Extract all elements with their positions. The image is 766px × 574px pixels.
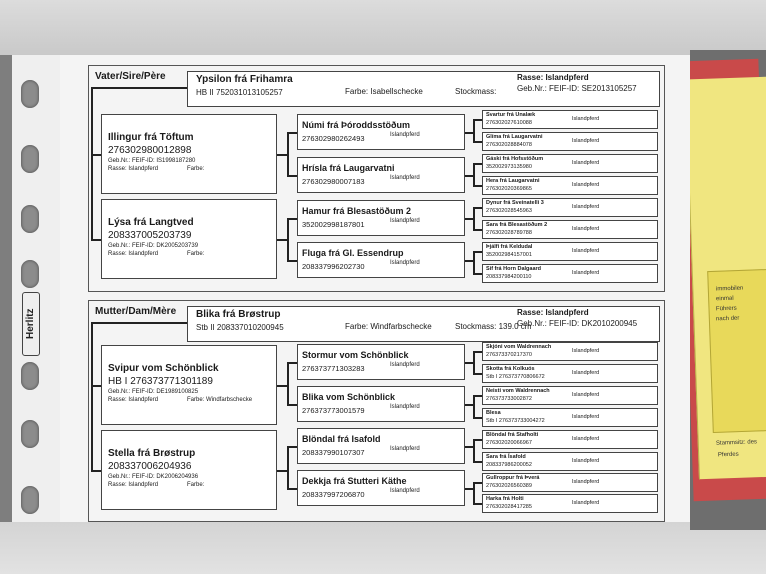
sire-breed: Rasse: Islandpferd (517, 73, 589, 82)
connector-line (465, 488, 473, 490)
great-grandparent-name: Gáski frá Hofsstöðum (486, 156, 544, 162)
connector-line (277, 385, 287, 387)
connector-line (287, 132, 289, 177)
connector-line (287, 175, 297, 177)
parent-color: Farbe: Windfarbschecke (187, 397, 253, 403)
grandparent-breed: Islandpferd (390, 488, 420, 494)
connector-line (277, 470, 287, 472)
connector-line (287, 446, 297, 448)
connector-line (473, 373, 482, 375)
parent-breed: Rasse: Islandpferd (108, 251, 159, 257)
connector-line (465, 132, 473, 134)
great-grandparent-id: 276302028884078 (486, 142, 532, 148)
dam-name: Blika frá Brøstrup (196, 309, 281, 320)
parent-name: Illingur frá Töftum (108, 132, 194, 143)
connector-line (91, 87, 93, 239)
parent-color: Farbe: (187, 482, 205, 488)
great-grandparent-name: Sara frá Blesastöðum 2 (486, 222, 548, 228)
great-grandparent-id: 352002984157001 (486, 252, 532, 258)
great-grandparent-breed: Islandpferd (572, 414, 600, 420)
connector-line (91, 154, 101, 156)
binder-hole (21, 420, 39, 448)
sire-feif-id: Geb.Nr.: FEIF-ID: SE2013105257 (517, 84, 637, 93)
connector-line (473, 185, 482, 187)
binder-hole (21, 145, 39, 173)
great-grandparent-name: Neisti vom Waldrennach (486, 388, 550, 394)
connector-line (277, 154, 287, 156)
connector-line (473, 229, 482, 231)
connector-line (465, 446, 473, 448)
parent-name: Stella frá Brøstrup (108, 448, 196, 459)
parent-id: 208337006204936 (108, 461, 192, 472)
grandparent-name: Hrísla frá Laugarvatni (302, 163, 395, 173)
grandparent-breed: Islandpferd (390, 175, 420, 181)
connector-line (465, 260, 473, 262)
grandparent-name: Stormur vom Schönblick (302, 350, 409, 360)
grandparent-id: 276373771303283 (302, 364, 365, 373)
great-grandparent-breed: Islandpferd (572, 370, 600, 376)
great-grandparent-breed: Islandpferd (572, 479, 600, 485)
great-grandparent-id: 276373370217370 (486, 352, 532, 358)
great-grandparent-name: Dynur frá Sveinatelli 3 (486, 200, 544, 206)
grandparent-id: 208337990107307 (302, 448, 365, 457)
binder-brand-logo: Herlitz (22, 292, 40, 356)
great-grandparent-id: 276302028789788 (486, 230, 532, 236)
parent-breed: Rasse: Islandpferd (108, 397, 159, 403)
binder-hole (21, 260, 39, 288)
great-grandparent-breed: Islandpferd (572, 458, 600, 464)
yellow-note-text: immobilen (715, 285, 744, 293)
sire-stockmass: Stockmass: (455, 87, 497, 96)
sire-name: Ypsilon frá Frihamra (196, 74, 293, 85)
connector-line (473, 395, 482, 397)
great-grandparent-breed: Islandpferd (572, 270, 600, 276)
connector-line (473, 141, 482, 143)
connector-line (473, 461, 482, 463)
great-grandparent-id: 276302020369865 (486, 186, 532, 192)
great-grandparent-breed: Islandpferd (572, 138, 600, 144)
parent-id: HB I 276373771301189 (108, 376, 213, 387)
connector-line (473, 119, 475, 143)
grandparent-name: Blika vom Schönblick (302, 392, 396, 402)
great-grandparent-breed: Islandpferd (572, 204, 600, 210)
parent-feif-id: Geb.Nr.: FEIF-ID: IS1998187280 (108, 158, 196, 164)
great-grandparent-name: Glíma frá Laugarvatni (486, 134, 543, 140)
great-grandparent-name: Gullroppur frá Þverá (486, 475, 540, 481)
connector-line (91, 470, 101, 472)
connector-line (91, 322, 187, 324)
great-grandparent-breed: Islandpferd (572, 248, 600, 254)
connector-line (91, 239, 101, 241)
connector-line (91, 385, 101, 387)
yellow-form-field (707, 269, 766, 433)
great-grandparent-id: 276373733002872 (486, 396, 532, 402)
connector-line (287, 362, 289, 406)
binder-strip (12, 55, 61, 522)
great-grandparent-name: Hera frá Laugarvatni (486, 178, 540, 184)
grandparent-name: Númi frá Þóroddsstöðum (302, 120, 411, 130)
grandparent-id: 208337997206870 (302, 490, 365, 499)
connector-line (473, 251, 482, 253)
grandparent-breed: Islandpferd (390, 362, 420, 368)
great-grandparent-id: 276302026560389 (486, 483, 532, 489)
connector-line (473, 351, 475, 375)
connector-line (465, 175, 473, 177)
grandparent-breed: Islandpferd (390, 218, 420, 224)
dam-breed: Rasse: Islandpferd (517, 308, 589, 317)
yellow-note-text: einmal (715, 295, 734, 303)
sire-registration: HB II 752031013105257 (196, 88, 283, 97)
great-grandparent-breed: Islandpferd (572, 226, 600, 232)
grandparent-id: 276302980007183 (302, 177, 365, 186)
grandparent-name: Dekkja frá Stutteri Käthe (302, 476, 407, 486)
connector-line (287, 260, 297, 262)
great-grandparent-name: Skjóni vom Waldrennach (486, 344, 552, 350)
grandparent-id: 352002998187801 (302, 220, 365, 229)
grandparent-breed: Islandpferd (390, 404, 420, 410)
great-grandparent-name: Sif frá Horn Dalgaard (486, 266, 542, 272)
parent-breed: Rasse: Islandpferd (108, 482, 159, 488)
great-grandparent-id: 276302028545963 (486, 208, 532, 214)
connector-line (277, 239, 287, 241)
dam-stockmass: Stockmass: 139.0 cm (455, 322, 532, 331)
parent-name: Svipur vom Schönblick (108, 363, 219, 374)
parent-breed: Rasse: Islandpferd (108, 166, 159, 172)
parent-id: 276302980012898 (108, 145, 192, 156)
binder-hole (21, 486, 39, 514)
connector-line (473, 251, 475, 275)
connector-line (287, 218, 289, 262)
connector-line (473, 119, 482, 121)
grandparent-name: Fluga frá Gl. Essendrup (302, 248, 404, 258)
great-grandparent-id: 352002973135980 (486, 164, 532, 170)
parent-feif-id: Geb.Nr.: FEIF-ID: DE1989100825 (108, 389, 199, 395)
parent-id: 208337005203739 (108, 230, 192, 241)
connector-line (473, 482, 482, 484)
great-grandparent-breed: Islandpferd (572, 500, 600, 506)
great-grandparent-name: Sara frá Ísafold (486, 454, 526, 460)
parent-color: Farbe: (187, 166, 205, 172)
parent-feif-id: Geb.Nr.: FEIF-ID: DK2005203739 (108, 243, 199, 249)
dam-registration: Stb II 208337010200945 (196, 323, 284, 332)
connector-line (473, 351, 482, 353)
connector-line (287, 132, 297, 134)
yellow-note-text: Führers (715, 305, 737, 313)
connector-line (473, 482, 475, 505)
great-grandparent-name: Svartur frá Unalæk (486, 112, 536, 118)
binder-hole (21, 205, 39, 233)
great-grandparent-name: Blöndal frá Stafholti (486, 432, 539, 438)
yellow-note-text: Stammsitz: des (715, 439, 758, 447)
sire-heading: Vater/Sire/Père (95, 71, 166, 82)
dam-heading: Mutter/Dam/Mère (95, 306, 177, 317)
connector-line (473, 273, 482, 275)
background-bottom (0, 522, 766, 574)
great-grandparent-id: Stb I 276373770806672 (486, 374, 545, 380)
great-grandparent-id: 208337984200110 (486, 274, 532, 280)
grandparent-id: 276373773001579 (302, 406, 365, 415)
parent-feif-id: Geb.Nr.: FEIF-ID: DK2006204936 (108, 474, 199, 480)
connector-line (287, 446, 289, 490)
great-grandparent-breed: Islandpferd (572, 182, 600, 188)
great-grandparent-id: 276302027610088 (486, 120, 532, 126)
great-grandparent-name: Þjálfi frá Keldudal (486, 244, 533, 250)
connector-line (473, 163, 482, 165)
connector-line (91, 87, 187, 89)
great-grandparent-id: Stb I 276373733004272 (486, 418, 545, 424)
great-grandparent-name: Skotta frá Kolkuós (486, 366, 535, 372)
parent-name: Lýsa frá Langtved (108, 217, 194, 228)
sire-color: Farbe: Isabellschecke (345, 87, 423, 96)
connector-line (473, 503, 482, 505)
connector-line (473, 207, 475, 231)
grandparent-name: Blöndal frá Isafold (302, 434, 381, 444)
connector-line (473, 417, 482, 419)
background-top (0, 0, 766, 55)
connector-line (473, 395, 475, 419)
binder-hole (21, 362, 39, 390)
grandparent-id: 208337996202730 (302, 262, 365, 271)
dam-color: Farbe: Windfarbschecke (345, 322, 432, 331)
great-grandparent-breed: Islandpferd (572, 392, 600, 398)
connector-line (287, 488, 297, 490)
connector-line (287, 362, 297, 364)
connector-line (473, 439, 475, 463)
grandparent-breed: Islandpferd (390, 132, 420, 138)
connector-line (465, 404, 473, 406)
binder-hole (21, 80, 39, 108)
connector-line (473, 207, 482, 209)
connector-line (465, 218, 473, 220)
great-grandparent-breed: Islandpferd (572, 436, 600, 442)
great-grandparent-breed: Islandpferd (572, 116, 600, 122)
great-grandparent-id: 276302028417285 (486, 504, 532, 510)
great-grandparent-name: Blesa (486, 410, 501, 416)
great-grandparent-name: Harka frá Holti (486, 496, 524, 502)
connector-line (465, 362, 473, 364)
great-grandparent-breed: Islandpferd (572, 160, 600, 166)
grandparent-breed: Islandpferd (390, 446, 420, 452)
dam-feif-id: Geb.Nr.: FEIF-ID: DK2010200945 (517, 319, 638, 328)
connector-line (91, 322, 93, 470)
yellow-note-text: nach der (715, 315, 740, 323)
parent-color: Farbe: (187, 251, 205, 257)
grandparent-id: 276302980262493 (302, 134, 365, 143)
connector-line (287, 218, 297, 220)
yellow-note-text: Pferdes (717, 451, 739, 459)
grandparent-breed: Islandpferd (390, 260, 420, 266)
grandparent-name: Hamur frá Blesastöðum 2 (302, 206, 412, 216)
connector-line (473, 163, 475, 187)
great-grandparent-id: 276302020066967 (486, 440, 532, 446)
great-grandparent-id: 208337986200052 (486, 462, 532, 468)
great-grandparent-breed: Islandpferd (572, 348, 600, 354)
connector-line (473, 439, 482, 441)
connector-line (287, 404, 297, 406)
